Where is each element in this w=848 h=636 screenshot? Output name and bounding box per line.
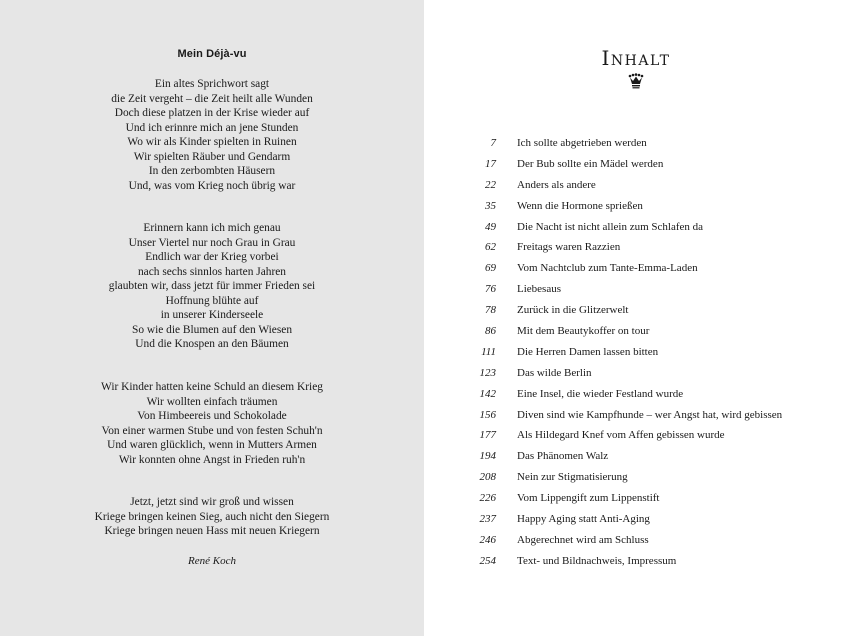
toc-entry[interactable] (424, 175, 848, 196)
toc-entry[interactable] (424, 279, 848, 300)
toc-entry-title: Das wilde Berlin (517, 366, 592, 379)
poem-stanza-3 (0, 380, 424, 467)
toc-entry[interactable] (424, 384, 848, 405)
poem-line: Wir Kinder hatten keine Schuld an diesem Krieg (101, 381, 323, 393)
poem-line: Hoffnung blühte auf (165, 294, 259, 307)
poem-line: die Zeit vergeht – die Zeit heilt alle Wunden (111, 92, 313, 105)
toc-entry-title: Die Herren Damen lassen bitten (517, 345, 659, 358)
toc-entry-title: Das Phänomen Walz (517, 450, 609, 463)
toc-page-number: 62 (485, 241, 496, 254)
toc-entry-title: Wenn die Hormone sprießen (517, 199, 643, 212)
toc-page-number: 76 (485, 283, 496, 296)
toc-entry-title: Text- und Bildnachweis, Impressum (517, 554, 677, 567)
toc-page-number: 123 (479, 366, 496, 379)
toc-page-number: 35 (485, 199, 496, 212)
poem-stanza-4 (0, 495, 424, 539)
poem-line: Ein altes Sprichwort sagt (154, 78, 270, 90)
crown-ornament-icon (424, 73, 848, 94)
toc-list (424, 133, 848, 572)
toc-page-number: 194 (479, 450, 496, 463)
right-page (424, 0, 848, 636)
toc-entry[interactable] (424, 405, 848, 426)
toc-entry[interactable] (424, 425, 848, 446)
toc-entry[interactable] (424, 154, 848, 175)
poem-line: Erinnern kann ich mich genau (143, 222, 281, 234)
poem-line: Endlich war der Krieg vorbei (145, 251, 279, 263)
poem-line: Wir konnten ohne Angst in Frieden ruh'n (118, 453, 306, 466)
toc-page-number: 237 (479, 513, 496, 526)
toc-entry[interactable] (424, 363, 848, 384)
poem-line: glaubten wir, dass jetzt für immer Frieden sei (108, 280, 316, 292)
toc-page-number: 246 (479, 533, 496, 546)
toc-page-number: 78 (485, 304, 496, 317)
poem-line: Und die Knospen an den Bäumen (135, 338, 289, 350)
poem-line: In den zerbombten Häusern (148, 165, 276, 177)
toc-entry[interactable] (424, 551, 848, 572)
toc-entry-title: Freitags waren Razzien (517, 241, 621, 254)
toc-page-number: 17 (485, 157, 496, 170)
toc-entry-title: Abgerechnet wird am Schluss (517, 533, 649, 546)
poem-line: nach sechs sinnlos harten Jahren (137, 265, 287, 278)
toc-entry-title: Die Nacht ist nicht allein zum Schlafen da (517, 220, 704, 233)
toc-entry-title: Vom Lippengift zum Lippenstift (517, 492, 660, 505)
toc-entry[interactable] (424, 321, 848, 342)
poem-line: Kriege bringen neuen Hass mit neuen Kriegern (104, 525, 320, 537)
toc-page-number: 22 (485, 178, 496, 191)
poem-line: Von Himbeereis und Schokolade (137, 410, 287, 422)
poem-line: Wir wollten einfach träumen (146, 395, 278, 408)
toc-entry-title: Liebesaus (517, 283, 561, 296)
toc-page-number: 208 (479, 471, 496, 484)
toc-entry[interactable] (424, 446, 848, 467)
toc-entry-title: Nein zur Stigmatisierung (517, 471, 628, 484)
toc-entry[interactable] (424, 488, 848, 509)
poem-line: So wie die Blumen auf den Wiesen (131, 323, 293, 336)
toc-page-number: 177 (479, 429, 496, 442)
toc-entry-title: Happy Aging statt Anti-Aging (517, 513, 650, 526)
toc-entry[interactable] (424, 342, 848, 363)
toc-page-number: 226 (479, 492, 496, 505)
poem-line: in unserer Kinderseele (160, 309, 264, 321)
toc-entry-title: Eine Insel, die wieder Festland wurde (517, 387, 684, 400)
toc-page-number: 69 (485, 262, 496, 275)
toc-page-number: 49 (485, 220, 496, 233)
toc-page-number: 111 (481, 345, 496, 358)
poem-line: Doch diese platzen in der Krise wieder auf (114, 107, 310, 119)
poem-title: Mein Déjà-vu (177, 48, 247, 60)
poem-line: Und ich erinnre mich an jene Stunden (125, 121, 299, 134)
toc-entry[interactable] (424, 217, 848, 238)
toc-page-number: 156 (479, 408, 496, 421)
toc-entry[interactable] (424, 509, 848, 530)
toc-entry[interactable] (424, 196, 848, 217)
toc-entry-title: Zurück in die Glitzerwelt (517, 304, 629, 317)
toc-entry[interactable] (424, 258, 848, 279)
toc-entry[interactable] (424, 133, 848, 154)
toc-entry[interactable] (424, 237, 848, 258)
toc-entry-title: Anders als andere (517, 178, 596, 191)
toc-page-number: 254 (479, 554, 496, 567)
toc-entry-title: Mit dem Beautykoffer on tour (517, 325, 650, 338)
toc-entry-title: Als Hildegard Knef vom Affen gebissen wurde (517, 429, 725, 442)
toc-entry-title: Ich sollte abgetrieben werden (517, 137, 647, 149)
poem-line: Und, was vom Krieg noch übrig war (128, 179, 296, 192)
poem-line: Wo wir als Kinder spielten in Ruinen (127, 136, 297, 148)
toc-page-number: 7 (490, 137, 496, 149)
toc-page-number: 86 (485, 325, 496, 338)
poem-stanza-2 (0, 221, 424, 352)
poem-line: Kriege bringen keinen Sieg, auch nicht den Siegern (94, 510, 330, 523)
toc-entry[interactable] (424, 300, 848, 321)
poem-author: René Koch (188, 555, 236, 567)
toc-entry-title: Diven sind wie Kampfhunde – wer Angst hat, wird gebissen (517, 408, 783, 421)
poem-line: Unser Viertel nur noch Grau in Grau (128, 236, 296, 249)
toc-page-number: 142 (479, 387, 496, 400)
toc-entry[interactable] (424, 467, 848, 488)
poem-line: Von einer warmen Stube und von festen Schuh'n (101, 424, 323, 437)
toc-title: Inhalt (601, 46, 671, 70)
toc-entry-title: Vom Nachtclub zum Tante-Emma-Laden (517, 262, 698, 275)
poem-line: Und waren glücklich, wenn in Mutters Armen (107, 439, 317, 451)
poem-line: Wir spielten Räuber und Gendarm (133, 150, 291, 163)
toc-entry-title: Der Bub sollte ein Mädel werden (517, 157, 664, 170)
poem-line: Jetzt, jetzt sind wir groß und wissen (130, 496, 294, 508)
poem-stanza-1 (0, 77, 424, 193)
toc-entry[interactable] (424, 530, 848, 551)
